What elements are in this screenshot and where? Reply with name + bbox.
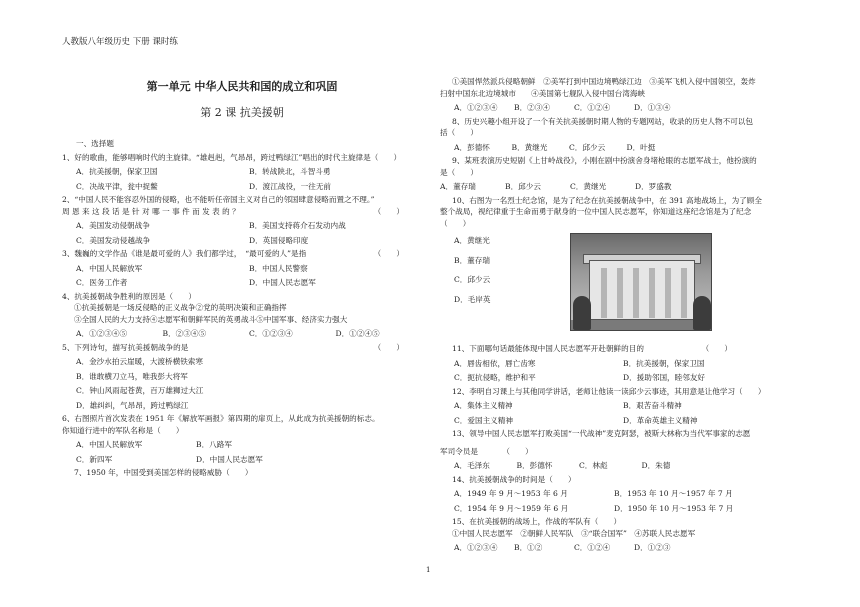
option-a: A．抗美援朝，保家卫国 xyxy=(76,167,158,176)
memorial-hall-photo xyxy=(570,233,712,331)
right-column xyxy=(440,74,792,554)
question-text: 12、李明自习课上与其他同学讲话，老师让他读一读邱少云事迹，其用意是让他学习（ ） xyxy=(452,386,766,396)
question-4 xyxy=(62,291,422,340)
options-row xyxy=(440,542,694,554)
option-d: D．1950 年 10 月～1953 年 7 月 xyxy=(614,503,734,513)
options-row xyxy=(440,460,704,472)
options-row xyxy=(62,166,422,178)
question-15 xyxy=(440,516,792,554)
question-text: 13、领导中国人民志愿军打败美国“一代战神”麦克阿瑟，被斯大林称为当代军事家的志愿 xyxy=(452,429,751,438)
option-b: B．谁敢横刀立马，唯我彭大将军 xyxy=(76,371,188,381)
question-7-options xyxy=(440,76,792,114)
options-row xyxy=(440,142,684,154)
option-a: A．①②③④ xyxy=(454,543,498,552)
option-c: C．邱少云 xyxy=(454,275,491,284)
option-c: C．新四军 xyxy=(76,454,113,464)
question-7 xyxy=(62,467,422,479)
option-c: C．决战平津，瓮中捉鳖 xyxy=(76,181,158,191)
options-row xyxy=(440,102,694,114)
option-b: B．转战陕北，斗智斗勇 xyxy=(249,167,331,176)
option-b: B．①② xyxy=(514,543,543,552)
question-5 xyxy=(62,342,422,412)
question-text: 括（ ） xyxy=(440,128,478,137)
options-row xyxy=(62,263,422,275)
option-d: D．罗盛教 xyxy=(635,182,672,191)
question-14 xyxy=(440,474,792,515)
question-line xyxy=(62,342,422,354)
question-text: 14、抗美援朝战争的时间是（ ） xyxy=(452,474,576,484)
options-row xyxy=(440,415,792,427)
option-a: A．①②③④⑤ xyxy=(76,329,128,338)
options-row xyxy=(62,181,422,193)
question-8 xyxy=(440,116,792,154)
unit-title: 第一单元 中华人民共和国的成立和巩固 xyxy=(146,80,338,93)
option-d: D．雄纠纠，气昂昂，跨过鸭绿江 xyxy=(76,400,189,410)
page-number: 1 xyxy=(426,566,431,574)
options-row xyxy=(62,220,422,232)
question-line xyxy=(440,343,792,355)
option-a: A．彭德怀 xyxy=(454,142,490,152)
option-a: A．集体主义精神 xyxy=(454,401,513,410)
question-text: 9、某班表演历史短剧《上甘岭战役》，小刚在剧中扮演舍身堵枪眼的志愿军战士，他扮演的 xyxy=(452,156,757,165)
option-a: A．唇齿相依，唇亡齿寒 xyxy=(454,358,536,368)
statement-line: ①中国人民志愿军 ②朝鲜人民军队 ③“联合国军” ④苏联人民志愿军 xyxy=(452,528,696,538)
option-c: C．1954 年 9 月～1959 年 6 月 xyxy=(454,503,569,513)
option-c: C．医务工作者 xyxy=(76,278,128,287)
question-text: 15、在抗美援朝的战场上，作战的军队有（ ） xyxy=(452,517,622,526)
statement-line: 扫射中国东北边境城市 ④美国第七舰队入侵中国台湾海峡 xyxy=(440,88,646,98)
question-text: 4、抗美援朝战争胜利的原因是（ ） xyxy=(62,291,196,301)
option-c: C．黄继光 xyxy=(570,182,607,191)
option-d: D．援助邻国，睦邻友好 xyxy=(623,373,706,382)
lesson-title: 第 2 课 抗美援朝 xyxy=(200,106,284,119)
options-row xyxy=(62,328,422,340)
option-a: A．金沙水拍云崖暖，大渡桥横铁索寒 xyxy=(76,357,203,366)
option-c: C．①②④ xyxy=(574,103,611,112)
question-12 xyxy=(440,386,792,427)
question-text: （ ） xyxy=(440,218,471,228)
option-d: D．①②③ xyxy=(634,543,671,552)
options-row xyxy=(440,488,774,500)
option-d: D．①③④ xyxy=(634,103,671,112)
option-b: B．1953 年 10 月～1957 年 7 月 xyxy=(614,489,733,498)
option-b: B．②③④⑤ xyxy=(162,329,207,338)
section-heading: 一、选择题 xyxy=(76,139,114,148)
question-line xyxy=(62,206,422,218)
left-column xyxy=(62,80,422,479)
options-row xyxy=(440,358,792,370)
options-row xyxy=(62,277,422,289)
question-text: 7、1950 年，中国受到美国怎样的侵略威胁（ ） xyxy=(74,468,253,477)
option-a: A．黄继光 xyxy=(454,236,490,245)
question-text: 1、好的歌曲，能够唱响时代的主旋律。“雄赳赳，气昂昂，跨过鸭绿江”唱出的时代主旋律是（ ） xyxy=(62,152,402,162)
option-d: D．朱德 xyxy=(641,461,671,470)
question-10-body xyxy=(440,229,792,331)
option-c: C．林彪 xyxy=(579,461,608,470)
option-d: D．渡江战役，一往无前 xyxy=(249,181,332,191)
question-line xyxy=(62,248,422,260)
option-b: B．邱少云 xyxy=(505,182,541,191)
option-a: A．中国人民解放军 xyxy=(76,440,143,449)
question-9 xyxy=(440,155,792,193)
option-d: D．英国侵略印度 xyxy=(249,235,309,245)
question-text: 5、下列诗句，描写抗美援朝战争的是 xyxy=(62,342,189,352)
question-2 xyxy=(62,194,422,246)
option-a: A．董存瑞 xyxy=(440,182,476,191)
question-13 xyxy=(440,428,792,472)
question-10 xyxy=(440,195,792,332)
answer-paren: （ ） xyxy=(373,342,404,352)
question-text: 10、右图为一名烈士纪念馆，是为了纪念在抗美援朝战争中，在 391 高地战场上，为了顾全 xyxy=(452,195,762,205)
option-a: A．美国发动侵朝战争 xyxy=(76,221,150,230)
question-1 xyxy=(62,152,422,193)
option-b: B．黄继光 xyxy=(511,142,548,152)
question-text: 6、右图照片首次发表在 1951 年《解放军画报》第四期的扉页上，从此成为抗美援朝的标志。 xyxy=(62,414,380,423)
option-d: D．革命英雄主义精神 xyxy=(623,415,698,425)
statement-line: ③全国人民的大力支持④志愿军和朝鲜军民的英勇战斗⑤中国军事、经济实力强大 xyxy=(74,314,348,324)
option-b: B．彭德怀 xyxy=(516,461,553,470)
question-text: 你知道行进中的军队名称是（ ） xyxy=(62,425,184,435)
option-b: B．八路军 xyxy=(196,440,232,449)
question-text: 3、魏巍的文学作品《谁是最可爱的人》我们都学过， “最可爱的人”是指 xyxy=(62,249,307,258)
option-a: A．1949 年 9 月～1953 年 6 月 xyxy=(454,489,568,498)
options-row xyxy=(440,503,774,515)
option-c: C．①②③④ xyxy=(249,329,293,338)
question-3 xyxy=(62,248,422,289)
page-header: 人教版八年级历史 下册 课时练 xyxy=(62,37,178,47)
question-text: 2、“中国人民不能容忍外国的侵略，也不能听任帝国主义对自己的邻国肆意侵略而置之不理。” xyxy=(62,195,375,204)
options-row xyxy=(440,372,792,384)
option-d: D．中国人民志愿军 xyxy=(249,278,316,287)
option-a: A．中国人民解放军 xyxy=(76,263,143,273)
option-d: D．叶挺 xyxy=(626,142,656,152)
answer-paren: （ ） xyxy=(502,446,533,456)
option-b: B．中国人民警察 xyxy=(249,263,308,273)
option-c: C．扼抗侵略，维护和平 xyxy=(454,373,536,382)
option-b: B．抗美援朝，保家卫国 xyxy=(623,358,705,368)
answer-paren: （ ） xyxy=(701,344,732,353)
option-c: C．爱国主义精神 xyxy=(454,415,513,425)
option-d: D．毛岸英 xyxy=(454,294,491,304)
option-b: B．董存瑞 xyxy=(454,255,490,265)
answer-paren: （ ） xyxy=(373,249,404,258)
options-row xyxy=(440,400,792,412)
option-d: D．①②④⑤ xyxy=(335,329,380,338)
option-d: D．中国人民志愿军 xyxy=(196,454,263,464)
answer-paren: （ ） xyxy=(373,206,404,216)
question-text: 11、下面哪句话最能体现中国人民志愿军开赴朝鲜的目的 xyxy=(452,344,644,353)
question-text: 军司令员是 xyxy=(440,446,478,456)
question-6 xyxy=(62,413,422,465)
option-a: A．①②③④ xyxy=(454,103,498,112)
question-11 xyxy=(440,343,792,384)
option-c: C．邱少云 xyxy=(569,142,606,152)
option-c: C．①②④ xyxy=(574,543,611,552)
statement-line: ①美国悍然派兵侵略朝鲜 ②美军打到中国边境鸭绿江边 ③美军飞机入侵中国领空，轰炸 xyxy=(452,77,756,86)
question-text: 周 恩 来 这 段 话 是 针 对 哪 一 事 件 而 发 表 的 ？ xyxy=(62,206,240,216)
option-b: B．艰苦奋斗精神 xyxy=(623,401,682,410)
option-a: A．毛泽东 xyxy=(454,461,490,470)
question-text: 是（ ） xyxy=(440,167,478,177)
options-row xyxy=(62,235,422,247)
option-c: C．美国发动侵越战争 xyxy=(76,235,151,245)
options-column xyxy=(440,229,560,331)
statement-line: ①抗美援朝是一场反侵略的正义战争②党的英明决策和正确指挥 xyxy=(74,303,287,312)
question-text: 整个战局，视纪律重于生命而勇于献身的一位中国人民志愿军，你知道这座纪念馆是为了纪念 xyxy=(440,207,752,216)
question-line xyxy=(440,446,792,458)
options-row xyxy=(440,181,700,193)
question-text: 8、历史兴趣小组开设了一个有关抗美援朝时期人物的专题网站，收录的历史人物不可以包 xyxy=(452,116,753,126)
options-row xyxy=(62,439,316,451)
option-b: B．②③④ xyxy=(514,103,550,112)
option-b: B．美国支持蒋介石发动内战 xyxy=(249,221,346,230)
option-c: C．钟山风雨起苍黄，百万雄狮过大江 xyxy=(76,386,204,395)
options-row xyxy=(62,454,316,466)
